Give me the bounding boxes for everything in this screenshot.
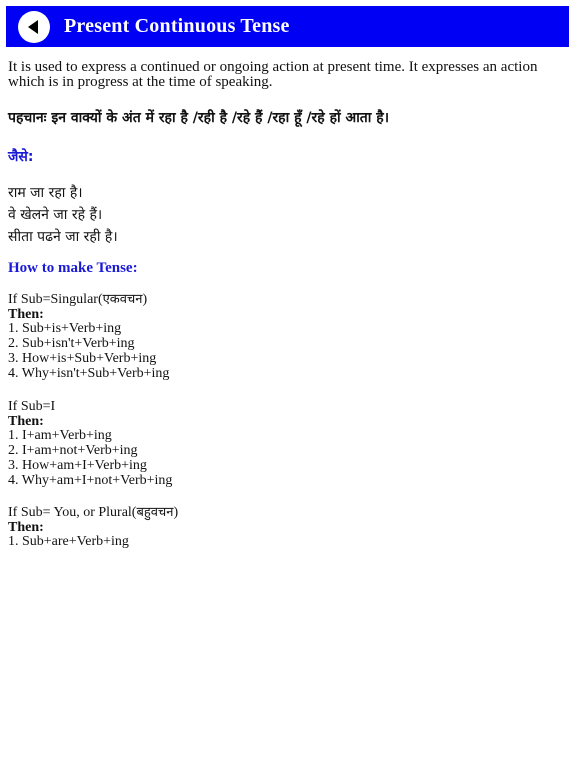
rule-block-i bbox=[8, 400, 172, 488]
intro-text: It is used to express a continued or ongoing action at present time. It expresses an action which is in progress at the time of speaking. bbox=[8, 59, 538, 90]
condition-end: ) bbox=[173, 505, 179, 520]
condition-end: ) bbox=[142, 292, 148, 307]
rule-item: 1. I+am+Verb+ing bbox=[8, 428, 112, 444]
back-button[interactable] bbox=[18, 11, 50, 43]
example-sentence: वे खेलने जा रहे हैं। bbox=[8, 207, 103, 223]
triangle-left-icon bbox=[25, 18, 43, 36]
condition-text: If Sub=Singular( bbox=[8, 292, 103, 307]
rule-item: 3. How+am+I+Verb+ing bbox=[8, 457, 147, 473]
rule-item: 2. Sub+isn't+Verb+ing bbox=[8, 336, 135, 352]
rule-block-plural bbox=[8, 506, 178, 550]
rule-item: 1. Sub+is+Verb+ing bbox=[8, 321, 122, 337]
then-label: Then: bbox=[8, 306, 44, 322]
condition-hindi: एकवचन bbox=[102, 292, 143, 307]
rule-item: 4. Why+am+I+not+Verb+ing bbox=[8, 472, 173, 488]
condition-text: If Sub=I bbox=[8, 399, 56, 414]
rule-item: 3. How+is+Sub+Verb+ing bbox=[8, 350, 157, 366]
then-label: Then: bbox=[8, 413, 44, 429]
example-sentence: राम जा रहा है। bbox=[8, 185, 83, 201]
pehchan-text: पहचानः इन वाक्यों के अंत में रहा है /रही है /रहे हैं /रहा हूँ /रहे हों आता है। bbox=[8, 110, 390, 126]
rule-condition bbox=[8, 293, 169, 308]
rule-item: 1. Sub+are+Verb+ing bbox=[8, 534, 129, 550]
how-to-heading: How to make Tense: bbox=[8, 260, 138, 276]
content-area bbox=[8, 59, 560, 550]
condition-hindi: बहुवचन bbox=[136, 505, 174, 520]
then-label: Then: bbox=[8, 519, 44, 535]
header-bar bbox=[6, 6, 569, 47]
rule-item: 4. Why+isn't+Sub+Verb+ing bbox=[8, 365, 170, 381]
examples-heading: जैसे: bbox=[8, 149, 34, 165]
rule-condition bbox=[8, 400, 172, 415]
condition-text: If Sub= You, or Plural( bbox=[8, 505, 137, 520]
rule-item: 2. I+am+not+Verb+ing bbox=[8, 443, 138, 459]
example-sentence: सीता पढने जा रही है। bbox=[8, 229, 118, 245]
rule-block-singular bbox=[8, 293, 169, 381]
page-title: Present Continuous Tense bbox=[64, 15, 290, 37]
rule-condition bbox=[8, 506, 178, 521]
